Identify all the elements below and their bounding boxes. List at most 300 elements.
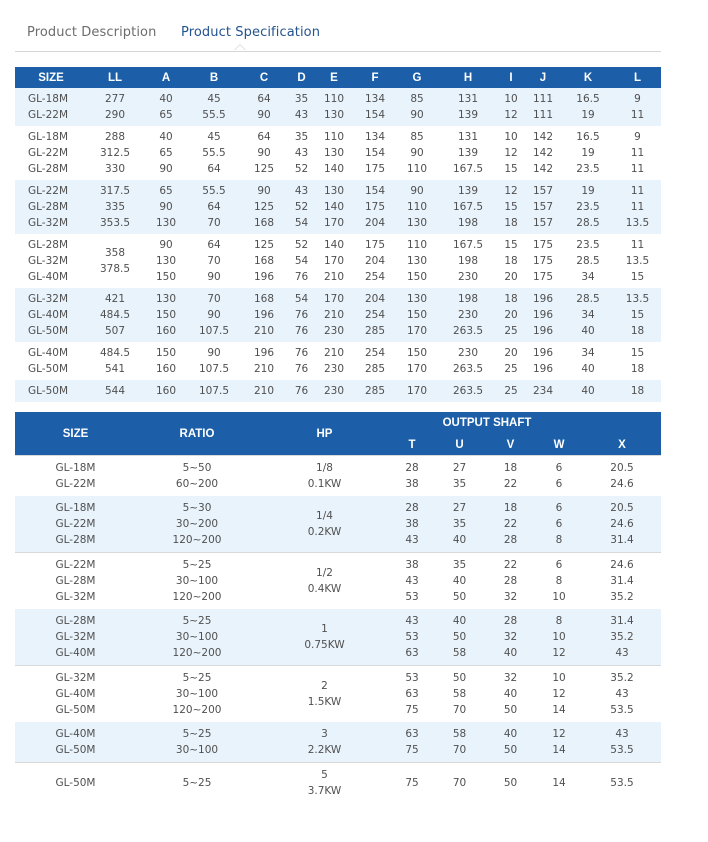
cell-ratios [136, 609, 258, 666]
cell-value: 170 [323, 255, 345, 267]
cell-value: GL-50M [55, 704, 96, 716]
cell-value: 263.5 [452, 363, 484, 375]
cell-value: 58 [452, 688, 467, 700]
cell-value: 5~25 [182, 728, 212, 740]
cell-value: 5~25 [182, 615, 212, 627]
cell-value: 160 [155, 363, 177, 375]
cell-u [433, 496, 486, 553]
cell-value: 130 [323, 109, 345, 121]
cell-value: 3 [321, 728, 328, 740]
cell-value: 50 [503, 744, 518, 756]
cell-value: 0.2KW [307, 526, 342, 538]
cell-value: 31.4 [610, 534, 634, 546]
cell-value: 125 [253, 163, 275, 175]
cell-e [314, 88, 354, 126]
cell-value: 18 [504, 293, 518, 305]
cell-value: 5~30 [182, 502, 212, 514]
cell-value: 70 [207, 255, 221, 267]
cell-value: 1/4 [316, 510, 333, 522]
cell-sizes [15, 763, 136, 804]
cell-d [289, 288, 314, 342]
cell-v [486, 553, 535, 610]
cell-f [354, 126, 396, 180]
cell-value: 18 [630, 385, 645, 397]
cell-a [143, 234, 189, 288]
cell-value: 196 [253, 271, 275, 283]
cell-ratios [136, 722, 258, 763]
cell-value: GL-32M [55, 591, 96, 603]
cell-value: 53.5 [610, 744, 634, 756]
cell-value: 131 [457, 131, 479, 143]
cell-value: 210 [253, 325, 275, 337]
cell-value: 541 [104, 363, 126, 375]
cell-value: 160 [155, 385, 177, 397]
cell-value: 6 [555, 502, 563, 514]
cell-value: 230 [457, 309, 479, 321]
table-row [15, 722, 661, 763]
cell-value: 53 [405, 631, 419, 643]
cell-value: 50 [503, 777, 518, 789]
cell-value: 43 [615, 647, 629, 659]
cell-g [396, 288, 438, 342]
cell-u [433, 763, 486, 804]
cell-value: 11 [630, 201, 645, 213]
cell-x [583, 553, 661, 610]
cell-value: 20 [504, 271, 518, 283]
cell-ratios [136, 763, 258, 804]
cell-ll [87, 288, 143, 342]
cell-k [562, 180, 614, 234]
table-row [15, 763, 661, 804]
cell-value: 140 [323, 163, 345, 175]
cell-d [289, 234, 314, 288]
cell-value: 421 [104, 293, 126, 305]
cell-value: 90 [207, 271, 221, 283]
cell-value: 28 [503, 575, 518, 587]
cell-value: 76 [294, 271, 309, 283]
cell-value: 12 [552, 728, 566, 740]
table-row [15, 180, 661, 234]
cell-value: 0.4KW [307, 583, 342, 595]
cell-value: 50 [452, 631, 467, 643]
cell-value: 111 [532, 109, 554, 121]
cell-hp [258, 763, 391, 804]
cell-value: 198 [457, 255, 479, 267]
cell-size [15, 342, 87, 380]
cell-value: 14 [552, 777, 566, 789]
tab-bar [15, 20, 661, 52]
table-row [15, 288, 661, 342]
cell-value: 50 [503, 704, 518, 716]
cell-value: 10 [504, 131, 518, 143]
cell-e [314, 180, 354, 234]
motor-header-ratio: RATIO [136, 412, 258, 456]
table-row [15, 380, 661, 402]
cell-value: 157 [532, 201, 554, 213]
cell-value: 20 [504, 347, 518, 359]
cell-value: GL-40M [28, 271, 69, 283]
cell-value: 34 [581, 271, 595, 283]
dimension-header-d: D [289, 67, 314, 88]
cell-value: 11 [630, 239, 645, 251]
cell-value: 10 [552, 591, 566, 603]
cell-value: 168 [253, 255, 275, 267]
cell-k [562, 234, 614, 288]
cell-value: 285 [364, 363, 386, 375]
cell-k [562, 380, 614, 402]
cell-value: 25 [504, 363, 518, 375]
cell-value: 63 [405, 728, 419, 740]
cell-value: 52 [294, 163, 309, 175]
cell-value: GL-40M [28, 347, 69, 359]
cell-value: 14 [552, 744, 566, 756]
table-row [15, 666, 661, 723]
cell-value: 28.5 [576, 217, 600, 229]
cell-value: GL-28M [28, 201, 69, 213]
cell-value: 198 [457, 293, 479, 305]
cell-value: 358 [104, 247, 126, 259]
cell-value: 139 [457, 147, 479, 159]
tab-product-specification[interactable]: Product Specification [181, 25, 321, 40]
cell-g [396, 126, 438, 180]
cell-value: GL-18M [28, 131, 69, 143]
cell-size [15, 234, 87, 288]
cell-value: 167.5 [452, 239, 484, 251]
cell-value: 285 [364, 325, 386, 337]
cell-e [314, 342, 354, 380]
cell-i [498, 234, 524, 288]
cell-value: 90 [159, 201, 173, 213]
cell-size [15, 180, 87, 234]
cell-value: 230 [457, 271, 479, 283]
cell-t [391, 456, 433, 497]
cell-value: 335 [104, 201, 126, 213]
cell-value: 210 [323, 309, 345, 321]
cell-value: GL-22M [28, 147, 69, 159]
cell-value: 90 [257, 109, 271, 121]
cell-value: 30~100 [175, 688, 219, 700]
cell-value: 45 [207, 131, 221, 143]
cell-value: 52 [294, 201, 309, 213]
cell-value: 16.5 [576, 131, 600, 143]
cell-u [433, 609, 486, 666]
cell-value: 28.5 [576, 255, 600, 267]
cell-value: 76 [294, 325, 309, 337]
cell-value: 64 [207, 201, 221, 213]
cell-value: 70 [452, 777, 467, 789]
cell-value: 1/8 [316, 462, 333, 474]
cell-value: 170 [323, 217, 345, 229]
cell-value: 130 [155, 293, 177, 305]
cell-value: 35 [452, 518, 467, 530]
cell-j [524, 234, 562, 288]
cell-value: 157 [532, 185, 554, 197]
cell-size [15, 380, 87, 402]
cell-l [614, 380, 661, 402]
cell-i [498, 126, 524, 180]
tab-product-description[interactable]: Product Description [27, 25, 157, 40]
cell-h [438, 234, 498, 288]
cell-value: GL-28M [55, 534, 96, 546]
cell-ll [87, 126, 143, 180]
cell-l [614, 180, 661, 234]
cell-value: 76 [294, 363, 309, 375]
cell-value: 75 [405, 744, 419, 756]
cell-value: 154 [364, 109, 386, 121]
cell-value: 70 [207, 293, 221, 305]
cell-b [189, 234, 239, 288]
cell-value: GL-18M [28, 93, 69, 105]
table-row [15, 496, 661, 553]
cell-l [614, 234, 661, 288]
cell-value: 210 [323, 347, 345, 359]
cell-value: 110 [406, 239, 428, 251]
cell-value: 353.5 [99, 217, 131, 229]
cell-value: 111 [532, 93, 554, 105]
cell-value: 9 [634, 131, 641, 143]
cell-value: GL-28M [55, 615, 96, 627]
cell-l [614, 288, 661, 342]
cell-value: 55.5 [202, 109, 226, 121]
cell-value: 175 [364, 239, 386, 251]
cell-value: 34 [581, 309, 595, 321]
cell-value: 32 [503, 672, 518, 684]
cell-value: 32 [503, 591, 518, 603]
cell-f [354, 342, 396, 380]
cell-ratios [136, 666, 258, 723]
cell-value: 204 [364, 255, 386, 267]
cell-value: GL-28M [28, 239, 69, 251]
cell-value: 277 [104, 93, 126, 105]
cell-h [438, 342, 498, 380]
cell-value: 40 [581, 385, 595, 397]
cell-l [614, 126, 661, 180]
cell-value: GL-50M [28, 363, 69, 375]
cell-value: 5~25 [182, 559, 212, 571]
cell-value: 40 [503, 728, 518, 740]
cell-sizes [15, 456, 136, 497]
cell-value: 110 [323, 93, 345, 105]
cell-value: GL-40M [55, 647, 96, 659]
cell-value: 18 [504, 217, 518, 229]
cell-value: 54 [294, 293, 309, 305]
cell-c [239, 234, 289, 288]
cell-u [433, 456, 486, 497]
cell-value: 43 [294, 147, 309, 159]
dimension-header-g: G [396, 67, 438, 88]
cell-value: 90 [159, 239, 173, 251]
cell-value: 6 [555, 518, 563, 530]
cell-value: 43 [294, 185, 309, 197]
cell-u [433, 722, 486, 763]
cell-value: GL-22M [28, 109, 69, 121]
cell-value: 12 [504, 147, 518, 159]
cell-j [524, 380, 562, 402]
cell-size [15, 88, 87, 126]
cell-value: 3.7KW [307, 785, 342, 797]
cell-h [438, 88, 498, 126]
dimension-header-l: L [614, 67, 661, 88]
cell-value: 54 [294, 255, 309, 267]
cell-value: 90 [410, 185, 424, 197]
cell-value: 18 [503, 462, 518, 474]
motor-header-size: SIZE [15, 412, 136, 456]
cell-u [433, 553, 486, 610]
cell-value: 24.6 [610, 518, 634, 530]
cell-value: 142 [532, 147, 554, 159]
cell-value: 290 [104, 109, 126, 121]
cell-x [583, 456, 661, 497]
cell-value: 22 [503, 478, 518, 490]
cell-value: 35 [452, 559, 467, 571]
dimension-header-size: SIZE [15, 67, 87, 88]
cell-value: 12 [552, 647, 566, 659]
cell-value: 130 [406, 217, 428, 229]
cell-value: 142 [532, 163, 554, 175]
cell-a [143, 342, 189, 380]
cell-value: 8 [555, 575, 563, 587]
cell-value: 107.5 [198, 385, 230, 397]
cell-value: GL-50M [55, 777, 96, 789]
cell-value: 30~100 [175, 575, 219, 587]
cell-h [438, 288, 498, 342]
cell-e [314, 126, 354, 180]
cell-value: 125 [253, 239, 275, 251]
cell-value: 2.2KW [307, 744, 342, 756]
cell-value: 19 [581, 147, 595, 159]
cell-value: 6 [555, 559, 563, 571]
cell-e [314, 380, 354, 402]
cell-value: 35.2 [610, 631, 634, 643]
cell-v [486, 722, 535, 763]
cell-value: 196 [532, 325, 554, 337]
cell-value: 196 [532, 293, 554, 305]
cell-k [562, 288, 614, 342]
cell-value: 65 [159, 109, 173, 121]
cell-value: 110 [406, 201, 428, 213]
cell-g [396, 88, 438, 126]
table-row [15, 553, 661, 610]
cell-value: 90 [207, 309, 221, 321]
cell-value: GL-28M [28, 163, 69, 175]
cell-value: 175 [532, 271, 554, 283]
cell-value: 18 [504, 255, 518, 267]
cell-value: 263.5 [452, 385, 484, 397]
motor-header-t: T [391, 434, 433, 456]
cell-value: 31.4 [610, 575, 634, 587]
cell-f [354, 180, 396, 234]
cell-v [486, 456, 535, 497]
cell-w [535, 763, 583, 804]
cell-g [396, 180, 438, 234]
cell-value: 142 [532, 131, 554, 143]
cell-value: 18 [630, 363, 645, 375]
cell-value: 175 [364, 201, 386, 213]
cell-value: 20.5 [610, 462, 634, 474]
cell-b [189, 288, 239, 342]
cell-value: 170 [406, 363, 428, 375]
cell-value: 6 [555, 478, 563, 490]
cell-c [239, 342, 289, 380]
cell-value: 70 [452, 744, 467, 756]
cell-value: 150 [155, 347, 177, 359]
cell-ratios [136, 456, 258, 497]
cell-x [583, 763, 661, 804]
cell-g [396, 380, 438, 402]
cell-value: 53.5 [610, 777, 634, 789]
cell-value: 12 [504, 109, 518, 121]
cell-value: GL-40M [55, 688, 96, 700]
cell-value: 120~200 [172, 534, 222, 546]
cell-value: 130 [406, 293, 428, 305]
cell-value: 15 [504, 239, 518, 251]
cell-value: 8 [555, 615, 563, 627]
cell-w [535, 609, 583, 666]
cell-j [524, 288, 562, 342]
cell-value: 63 [405, 688, 419, 700]
cell-value: 170 [406, 385, 428, 397]
cell-t [391, 553, 433, 610]
cell-value: 85 [410, 93, 424, 105]
cell-f [354, 288, 396, 342]
cell-value: 40 [581, 325, 595, 337]
cell-value: 254 [364, 309, 386, 321]
cell-value: 110 [323, 131, 345, 143]
cell-b [189, 380, 239, 402]
cell-value: 40 [503, 688, 518, 700]
cell-c [239, 126, 289, 180]
dimension-header-h: H [438, 67, 498, 88]
cell-g [396, 342, 438, 380]
cell-value: 10 [552, 672, 566, 684]
cell-value: 53 [405, 591, 419, 603]
cell-value: 50 [452, 672, 467, 684]
cell-value: 23.5 [576, 163, 600, 175]
cell-value: 254 [364, 347, 386, 359]
cell-value: 0.75KW [304, 639, 345, 651]
cell-value: 2 [321, 680, 328, 692]
cell-value: 11 [630, 163, 645, 175]
cell-i [498, 288, 524, 342]
cell-value: 130 [323, 147, 345, 159]
cell-value: 196 [253, 309, 275, 321]
cell-value: 120~200 [172, 704, 222, 716]
cell-value: 507 [104, 325, 126, 337]
cell-b [189, 126, 239, 180]
cell-value: 254 [364, 271, 386, 283]
cell-e [314, 288, 354, 342]
cell-value: 285 [364, 385, 386, 397]
cell-b [189, 342, 239, 380]
cell-value: 24.6 [610, 559, 634, 571]
cell-e [314, 234, 354, 288]
cell-value: GL-18M [55, 462, 96, 474]
cell-j [524, 342, 562, 380]
cell-value: 30~100 [175, 744, 219, 756]
table-row [15, 456, 661, 497]
active-tab-caret-icon [234, 44, 246, 50]
cell-t [391, 496, 433, 553]
cell-l [614, 342, 661, 380]
cell-value: 130 [155, 255, 177, 267]
cell-value: 198 [457, 217, 479, 229]
cell-d [289, 380, 314, 402]
cell-x [583, 722, 661, 763]
table-row [15, 88, 661, 126]
dimension-header-b: B [189, 67, 239, 88]
cell-value: 196 [532, 309, 554, 321]
cell-value: 168 [253, 217, 275, 229]
